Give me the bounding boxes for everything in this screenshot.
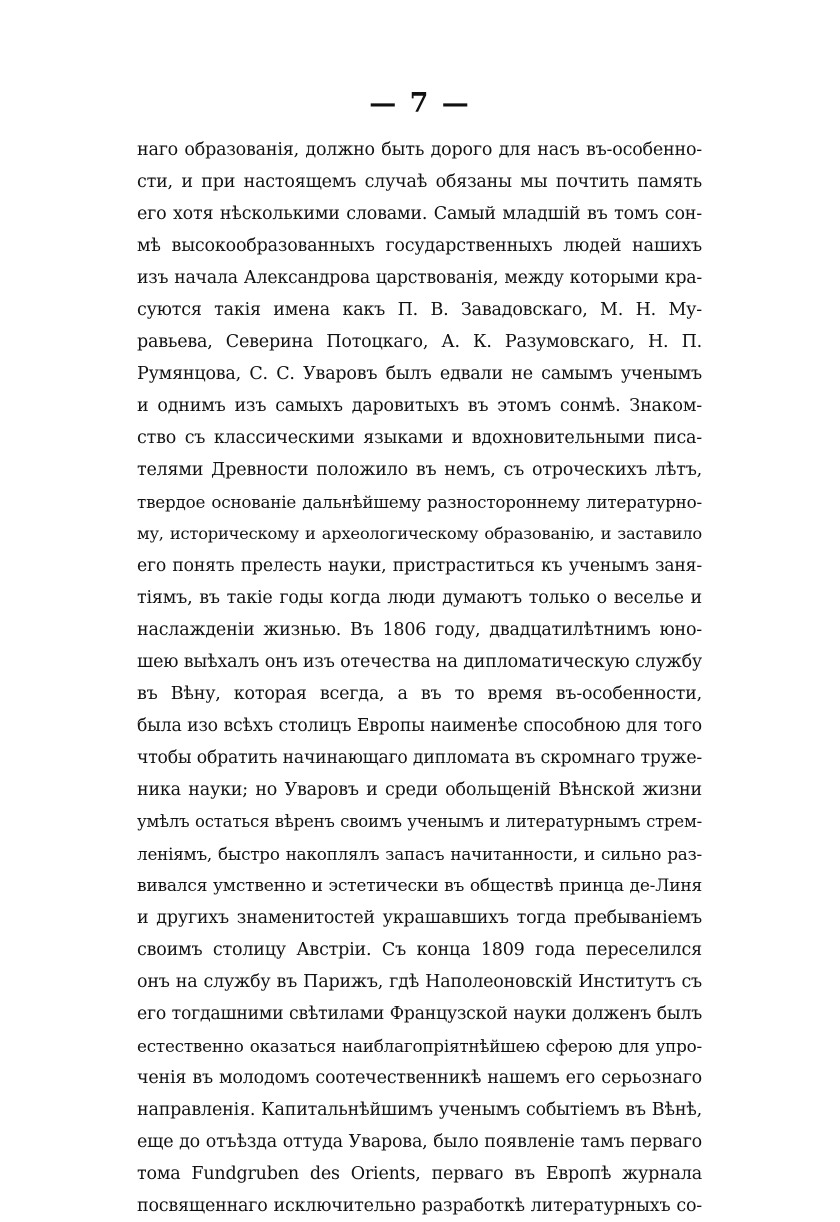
text-line: ство съ классическими языками и вдохновительными писа- [137, 428, 702, 448]
text-line: и однимъ изъ самыхъ даровитыхъ въ этомъ сонмѣ. Знаком- [137, 396, 702, 416]
text-line: тіямъ, въ такіе годы когда люди думаютъ только о веселье и [137, 588, 702, 608]
text-line: суются такія имена какъ П. В. Завадовскаго, М. Н. Му- [137, 300, 702, 320]
text-line: вивался умственно и эстетически въ обществѣ принца де-Линя [137, 876, 702, 896]
text-line: Румянцова, С. С. Уваровъ былъ едвали не самымъ ученымъ [137, 364, 702, 384]
text-line: его понять прелесть науки, пристраститься къ ученымъ заня- [137, 556, 702, 576]
text-line: и другихъ знаменитостей украшавшихъ тогда пребываніемъ [137, 908, 702, 928]
text-line: была изо всѣхъ столицъ Европы наименѣе способною для того [137, 716, 702, 736]
text-line: въ Вѣну, которая всегда, а въ то время въ-особенности, [137, 684, 702, 704]
page-number: — 7 — [369, 88, 471, 119]
text-line: ника науки; но Уваровъ и среди обольщеній Вѣнской жизни [137, 780, 702, 800]
text-line: своимъ столицу Австріи. Съ конца 1809 года переселился [137, 940, 702, 960]
text-line: леніямъ, быстро накоплялъ запасъ начитанности, и сильно раз- [137, 844, 702, 864]
text-line: тома Fundgruben des Orients, перваго въ Европѣ журнала [137, 1164, 702, 1184]
text-line: ченія въ молодомъ соотечественникѣ нашемъ его серьознаго [137, 1068, 702, 1088]
body-text [137, 134, 702, 1222]
text-line: изъ начала Александрова царствованія, между которыми кра- [137, 268, 702, 288]
text-line: наслажденіи жизнью. Въ 1806 году, двадцатилѣтнимъ юно- [137, 620, 702, 640]
text-line: сти, и при настоящемъ случаѣ обязаны мы почтить память [137, 172, 702, 192]
text-line: естественно оказаться наиблагопріятнѣйшею сферою для упро- [137, 1036, 702, 1056]
text-line: твердое основаніе дальнѣйшему разностороннему литературно- [137, 492, 702, 512]
text-line: онъ на службу въ Парижъ, гдѣ Наполеоновскій Институтъ съ [137, 972, 702, 992]
text-line: направленія. Капитальнѣйшимъ ученымъ событіемъ въ Вѣнѣ, [137, 1100, 702, 1120]
text-line: его тогдашними свѣтилами Французской науки долженъ былъ [137, 1004, 702, 1024]
text-line: телями Древности положило въ немъ, съ отроческихъ лѣтъ, [137, 460, 702, 480]
text-line: шею выѣхалъ онъ изъ отечества на дипломатическую службу [137, 652, 702, 672]
text-line: умѣлъ остаться вѣренъ своимъ ученымъ и литературнымъ стрем- [137, 812, 702, 831]
text-line: мѣ высокообразованныхъ государственныхъ людей нашихъ [137, 236, 702, 256]
text-line: его хотя нѣсколькими словами. Самый младшій въ томъ сон- [137, 204, 702, 224]
text-line: посвященнаго исключительно разработкѣ литературныхъ со- [137, 1196, 702, 1216]
text-line: му, историческому и археологическому образованію, и заставило [137, 524, 702, 543]
text-line: чтобы обратить начинающаго дипломата въ скромнаго труже- [137, 748, 702, 768]
text-line: наго образованія, должно быть дорого для насъ въ-особенно- [137, 140, 702, 160]
text-line: еще до отъѣзда оттуда Уварова, было появленіе тамъ перваго [137, 1132, 702, 1152]
text-line: равьева, Северина Потоцкаго, А. К. Разумовскаго, Н. П. [137, 332, 702, 352]
